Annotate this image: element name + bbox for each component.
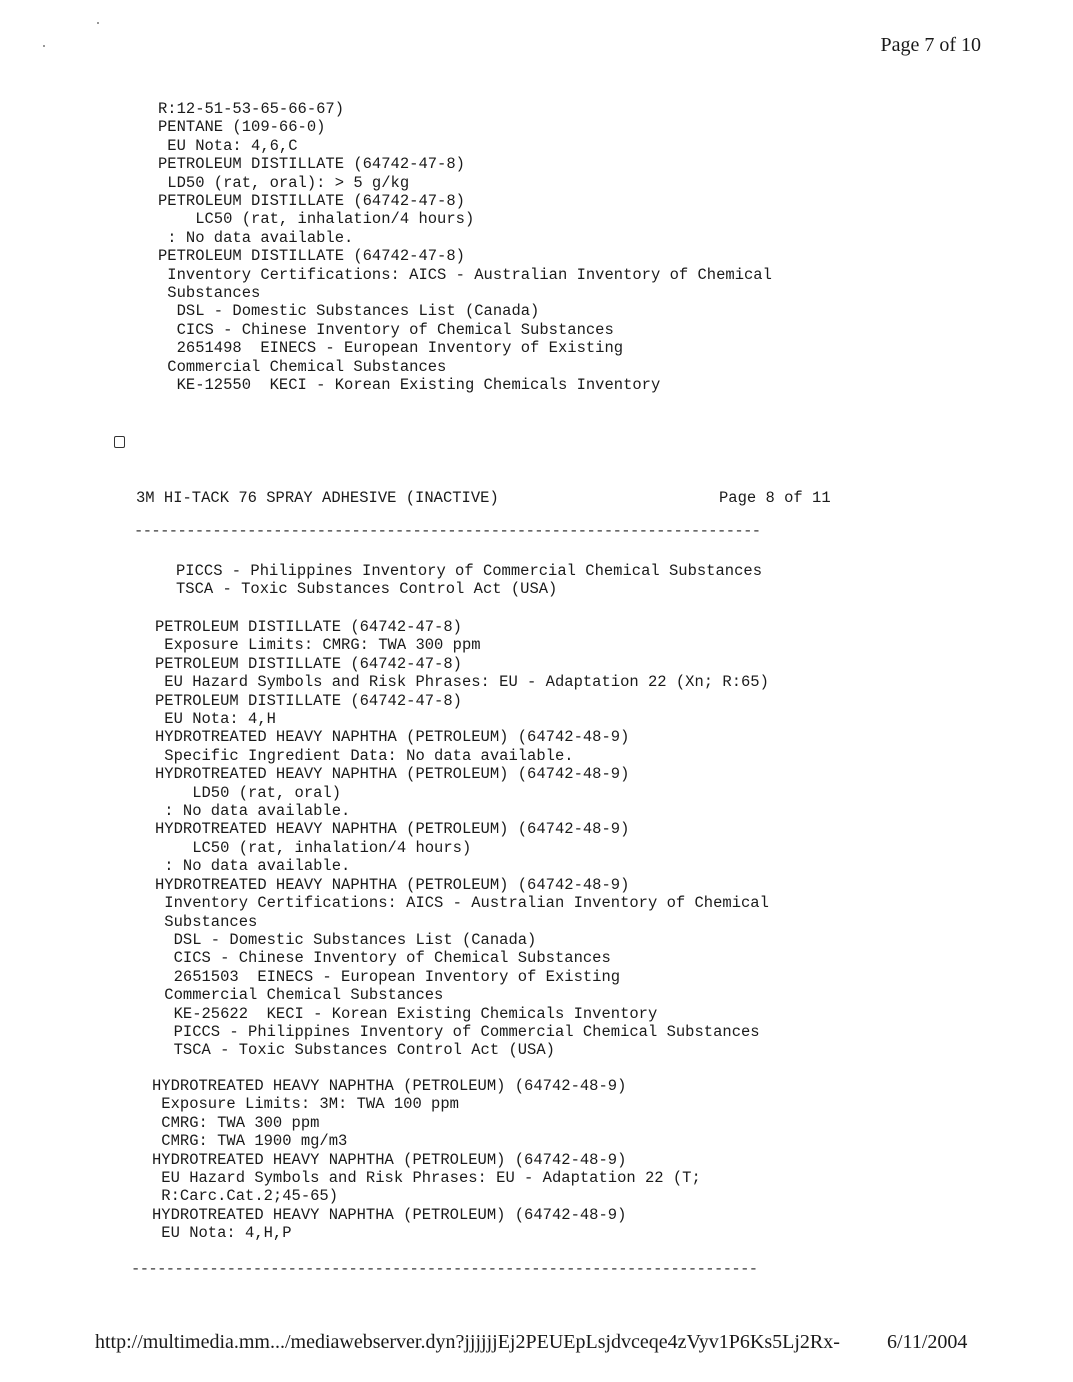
footer-date: 6/11/2004 bbox=[887, 1331, 968, 1353]
checkbox-icon bbox=[114, 436, 125, 448]
divider-top: ------------------------------------------------------------------------ bbox=[134, 522, 761, 540]
scan-speck bbox=[97, 22, 99, 24]
page-number: Page 7 of 10 bbox=[880, 34, 981, 56]
ingredient-data-block: HYDROTREATED HEAVY NAPHTHA (PETROLEUM) (64742-48-9) Exposure Limits: 3M: TWA 100 ppm CMRG: TWA 300 ppm CMRG: TWA 1900 mg/m3 HYDROTREATED HEAVY NAPHTHA (PETROLEUM) (64742-48-9) EU Hazard Symbols and Risk Phrases: EU - Adaptation 22 (T; R:Carc.Cat.2;45-65) HYDROTREATED HEAVY NAPHTHA (PETROLEUM) (64742-48-9) EU Nota: 4,H,P bbox=[152, 1077, 701, 1243]
document-title: 3M HI-TACK 76 SPRAY ADHESIVE (INACTIVE) bbox=[136, 489, 499, 507]
ingredient-data-block: PETROLEUM DISTILLATE (64742-47-8) Exposure Limits: CMRG: TWA 300 ppm PETROLEUM DISTILLATE (64742-47-8) EU Hazard Symbols and Risk Phrases: EU - Adaptation 22 (Xn; R:65) PETROLEUM DISTILLATE (64742-47-8) EU Nota: 4,H HYDROTREATED HEAVY NAPHTHA (PETROLEUM) (64742-48-9) Specific Ingredient Data: No data available. HYDROTREATED HEAVY NAPHTHA (PETROLEUM) (64742-48-9) LD50 (rat, oral) : No data available. HYDROTREATED HEAVY NAPHTHA (PETROLEUM) (64742-48-9) LC50 (rat, inhalation/4 hours) : No data available. HYDROTREATED HEAVY NAPHTHA (PETROLEUM) (64742-48-9) Inventory Certifications: AICS - Australian Inventory of Chemical Substances DSL - Domestic Substances List (Canada) CICS - Chinese Inventory of Chemical Substances 2651503 EINECS - European Inventory of Existing Commercial Chemical Substances KE-25622 KECI - Korean Existing Chemicals Inventory PICCS - Philippines Inventory of Commercial Chemical Substances TSCA - Toxic Substances Control Act (USA) bbox=[155, 618, 769, 1060]
footer-url: http://multimedia.mm.../mediawebserver.dyn?jjjjjjEj2PEUEpLsjdvceqe4zVyv1P6Ks5Lj2Rx- bbox=[95, 1331, 840, 1353]
ingredient-data-block: R:12-51-53-65-66-67) PENTANE (109-66-0) EU Nota: 4,6,C PETROLEUM DISTILLATE (64742-47-8) LD50 (rat, oral): > 5 g/kg PETROLEUM DISTILLATE (64742-47-8) LC50 (rat, inhalation/4 hours) : No data available. PETROLEUM DISTILLATE (64742-47-8) Inventory Certifications: AICS - Australian Inventory of Chemical Substances DSL - Domestic Substances List (Canada) CICS - Chinese Inventory of Chemical Substances 2651498 EINECS - European Inventory of Existing Commercial Chemical Substances KE-12550 KECI - Korean Existing Chemicals Inventory bbox=[158, 100, 772, 395]
scan-speck bbox=[43, 45, 45, 47]
divider-bottom: ------------------------------------------------------------------------ bbox=[131, 1260, 758, 1278]
document-page-number: Page 8 of 11 bbox=[719, 489, 831, 507]
inventory-list-continued: PICCS - Philippines Inventory of Commercial Chemical Substances TSCA - Toxic Substances Control Act (USA) bbox=[176, 562, 762, 599]
